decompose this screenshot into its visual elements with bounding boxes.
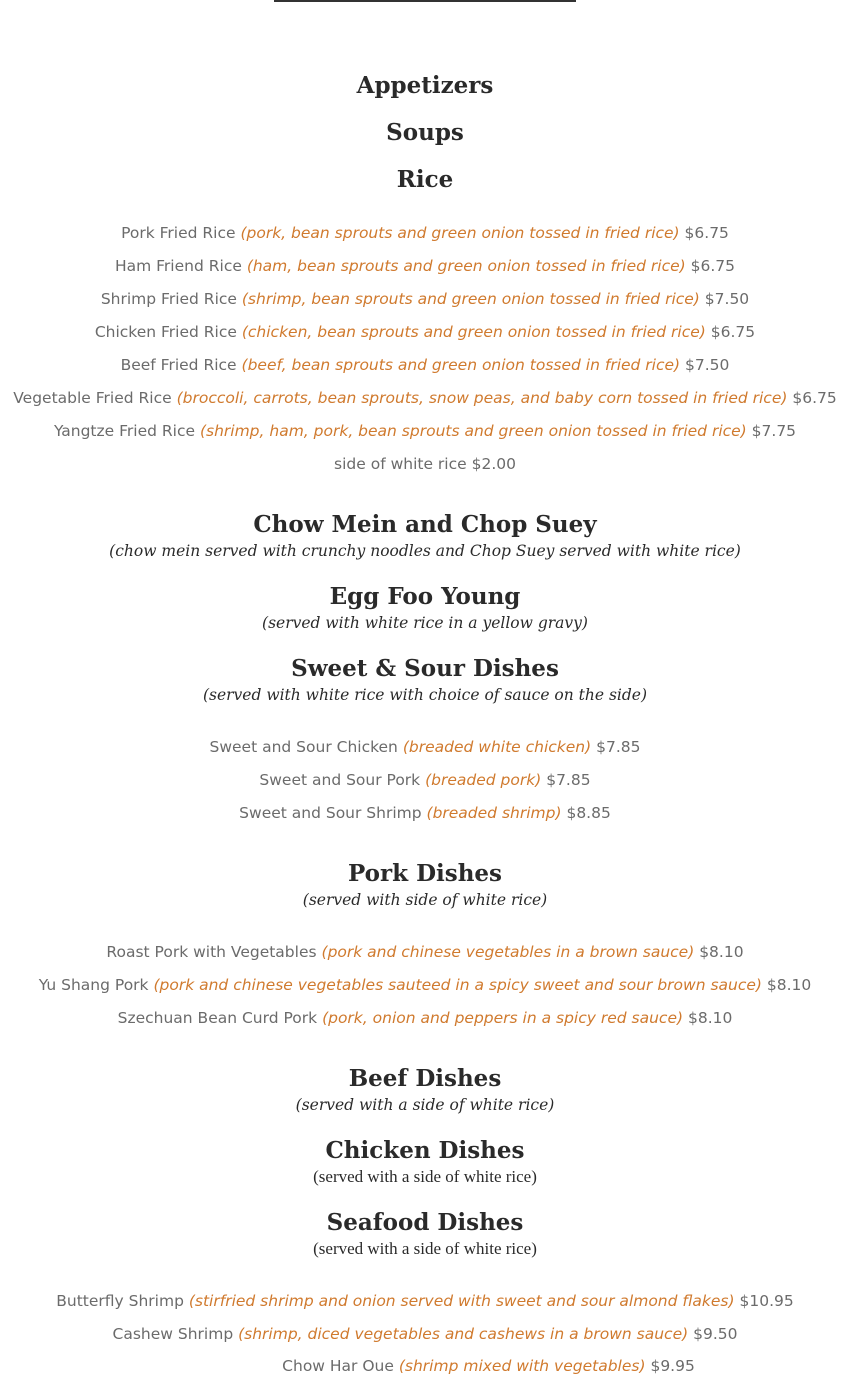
top-divider	[274, 0, 576, 2]
item-name: Sweet and Sour Pork	[259, 771, 421, 789]
heading-pork[interactable]: Pork Dishes	[347, 860, 502, 887]
item-name: Yangtze Fried Rice	[53, 422, 196, 440]
item-price: $7.85	[546, 771, 591, 789]
heading-egg-foo-young[interactable]: Egg Foo Young	[329, 583, 521, 610]
item-price: $10.95	[739, 1292, 794, 1310]
heading-appetizers[interactable]: Appetizers	[356, 72, 494, 99]
menu-item	[0, 387, 850, 409]
item-name: Butterfly Shrimp	[56, 1292, 184, 1310]
item-description: (shrimp mixed with vegetables)	[398, 1357, 646, 1375]
item-name: Vegetable Fried Rice	[13, 389, 172, 407]
section-subtitle: (chow mein served with crunchy noodles and Chop Suey served with white rice)	[109, 542, 741, 560]
item-price: $8.85	[566, 804, 611, 822]
heading-seafood[interactable]: Seafood Dishes	[326, 1209, 524, 1236]
item-price: $6.75	[710, 323, 756, 341]
menu-item	[127, 1355, 850, 1377]
item-description: (breaded pork)	[425, 771, 542, 789]
item-name: Roast Pork with Vegetables	[106, 943, 317, 961]
item-price: $6.75	[792, 389, 837, 407]
menu-item	[0, 802, 850, 824]
item-price: $8.10	[687, 1009, 733, 1027]
menu-item-side: side of white rice $2.00	[334, 455, 516, 473]
menu-item	[0, 288, 850, 310]
menu-item	[0, 222, 850, 244]
item-price: $8.10	[766, 976, 812, 994]
menu-item	[0, 941, 850, 963]
heading-sweet-sour[interactable]: Sweet & Sour Dishes	[291, 655, 559, 682]
menu-item	[0, 420, 850, 442]
item-description: (stirfried shrimp and onion served with sweet and sour almond flakes)	[188, 1292, 735, 1310]
menu-item	[0, 1290, 850, 1312]
item-description: (chicken, bean sprouts and green onion tossed in fried rice)	[241, 323, 706, 341]
menu-item	[0, 1007, 850, 1029]
item-description: (shrimp, ham, pork, bean sprouts and green onion tossed in fried rice)	[199, 422, 747, 440]
menu-item	[0, 255, 850, 277]
heading-chow-mein[interactable]: Chow Mein and Chop Suey	[253, 511, 597, 538]
item-name: Ham Friend Rice	[114, 257, 242, 275]
item-name: Szechuan Bean Curd Pork	[117, 1009, 318, 1027]
section-subtitle: (served with a side of white rice)	[295, 1096, 555, 1114]
item-price: $6.75	[690, 257, 736, 275]
item-name: Yu Shang Pork	[38, 976, 149, 994]
item-description: (broccoli, carrots, bean sprouts, snow peas, and baby corn tossed in fried rice)	[176, 389, 788, 407]
item-name: Shrimp Fried Rice	[100, 290, 237, 308]
item-name: Sweet and Sour Shrimp	[239, 804, 422, 822]
section-subtitle: (served with white rice with choice of sauce on the side)	[202, 686, 648, 704]
item-price: $7.75	[751, 422, 797, 440]
section-subtitle: (served with white rice in a yellow gravy)	[262, 614, 588, 632]
menu-item	[0, 736, 850, 758]
heading-rice[interactable]: Rice	[396, 166, 454, 193]
item-description: (ham, bean sprouts and green onion tossed in fried rice)	[246, 257, 686, 275]
section-subtitle: (served with a side of white rice)	[313, 1239, 537, 1258]
item-name: Chow Har Oue	[282, 1357, 394, 1375]
section-subtitle: (served with a side of white rice)	[313, 1167, 537, 1186]
item-name: Chicken Fried Rice	[94, 323, 237, 341]
item-price: $7.50	[704, 290, 750, 308]
item-description: (pork, bean sprouts and green onion tossed in fried rice)	[240, 224, 680, 242]
item-description: (pork, onion and peppers in a spicy red sauce)	[322, 1009, 684, 1027]
menu-item	[0, 354, 850, 376]
item-price: $7.50	[685, 356, 730, 374]
section-subtitle: (served with side of white rice)	[302, 891, 548, 909]
menu-item	[0, 1323, 850, 1345]
menu-item	[0, 321, 850, 343]
item-price: $6.75	[684, 224, 729, 242]
item-name: Pork Fried Rice	[121, 224, 236, 242]
item-description: (shrimp, bean sprouts and green onion tossed in fried rice)	[241, 290, 700, 308]
item-description: (pork and chinese vegetables in a brown sauce)	[321, 943, 695, 961]
menu-item	[0, 769, 850, 791]
heading-soups[interactable]: Soups	[386, 119, 464, 146]
item-name: Beef Fried Rice	[120, 356, 237, 374]
item-description: (beef, bean sprouts and green onion tossed in fried rice)	[241, 356, 681, 374]
heading-beef[interactable]: Beef Dishes	[348, 1065, 502, 1092]
item-name: Cashew Shrimp	[112, 1325, 234, 1343]
item-description: (breaded shrimp)	[426, 804, 562, 822]
item-description: (pork and chinese vegetables sauteed in a spicy sweet and sour brown sauce)	[153, 976, 762, 994]
item-name: Sweet and Sour Chicken	[209, 738, 398, 756]
item-price: $7.85	[596, 738, 641, 756]
item-description: (breaded white chicken)	[402, 738, 592, 756]
heading-chicken[interactable]: Chicken Dishes	[325, 1137, 525, 1164]
item-description: (shrimp, diced vegetables and cashews in a brown sauce)	[238, 1325, 689, 1343]
menu-item	[0, 974, 850, 996]
item-price: $9.95	[650, 1357, 695, 1375]
item-price: $9.50	[693, 1325, 738, 1343]
item-price: $8.10	[699, 943, 744, 961]
